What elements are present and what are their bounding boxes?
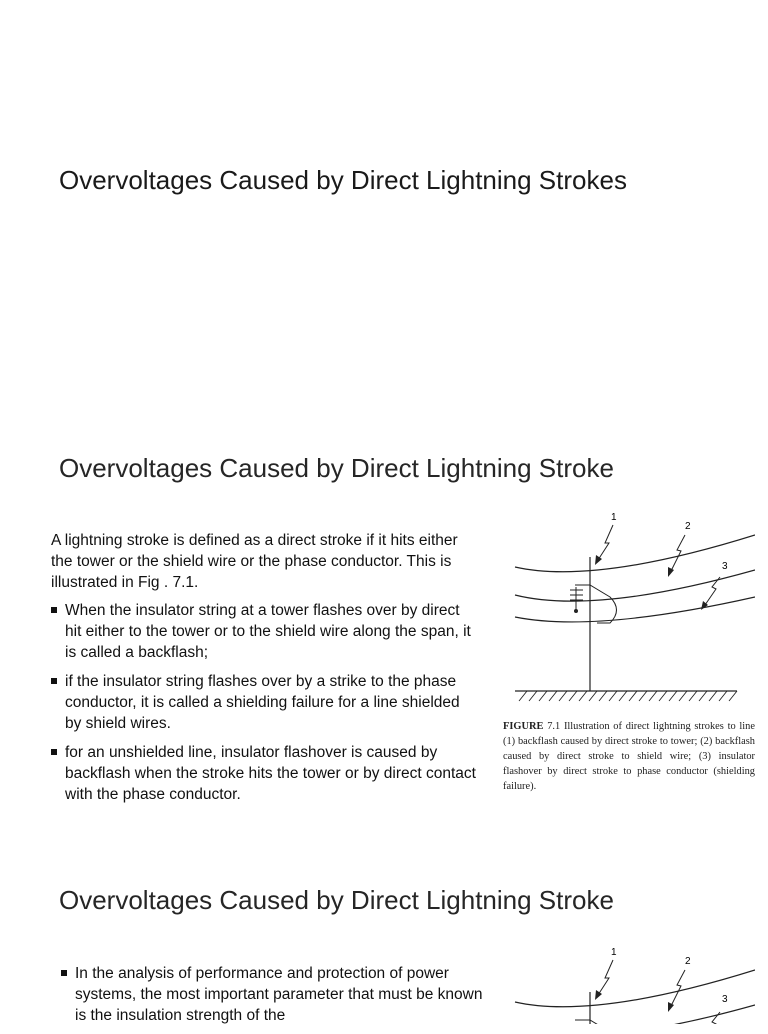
diagram-svg [505,940,755,1024]
bullet-icon [51,749,57,755]
lightning-stroke-diagram [505,505,755,715]
slide-3-title: Overvoltages Caused by Direct Lightning Stroke [59,885,614,915]
label-3: 3 [722,994,728,1005]
slide-2-intro-paragraph: A lightning stroke is defined as a direct stroke if it hits either the tower or the shield wire or the phase conductor. This is illustrated in Fig . 7.1. [51,532,458,591]
caption-text: Illustration of direct lightning strokes to line (1) backflash caused by direct stroke to tower; (2) backflash caused by direct stroke to shield wire; (3) insulator flashover by direct stroke to phase conductor (shielding failure). [503,721,755,792]
label-1: 1 [611,512,617,523]
bullet-item [51,742,476,805]
slide-3-bullet-list [61,963,486,1034]
bullet-text: When the insulator string at a tower flashes over by direct hit either to the tower or to the shield wire along the span, it is called a backflash; [65,602,471,661]
bullet-item [61,963,486,1026]
label-2: 2 [685,956,691,967]
slide-2-title: Overvoltages Caused by Direct Lightning Stroke [59,453,614,483]
slide-1-title: Overvoltages Caused by Direct Lightning Strokes [59,165,627,195]
caption-label: FIGURE [503,721,544,732]
bullet-icon [61,970,67,976]
slide-2-bullet-list [51,600,476,813]
caption-number: 7.1 [547,721,561,732]
bullet-icon [51,607,57,613]
figure-caption [503,719,755,794]
bullet-item [51,600,476,663]
bullet-icon [51,678,57,684]
bullet-item [51,671,476,734]
bullet-text: if the insulator string flashes over by a strike to the phase conductor, it is called a shielding failure for a line shielded by shield wires. [65,673,460,732]
bullet-text: In the analysis of performance and protection of power systems, the most important parameter that must be known is the insulation strength of the [75,965,483,1024]
lightning-stroke-diagram-partial [505,940,755,1024]
label-2: 2 [685,521,691,532]
label-3: 3 [722,561,728,572]
label-1: 1 [611,947,617,958]
diagram-svg [505,505,755,715]
bullet-text: for an unshielded line, insulator flashover is caused by backflash when the stroke hits the tower or by direct contact with the phase conductor. [65,744,476,803]
